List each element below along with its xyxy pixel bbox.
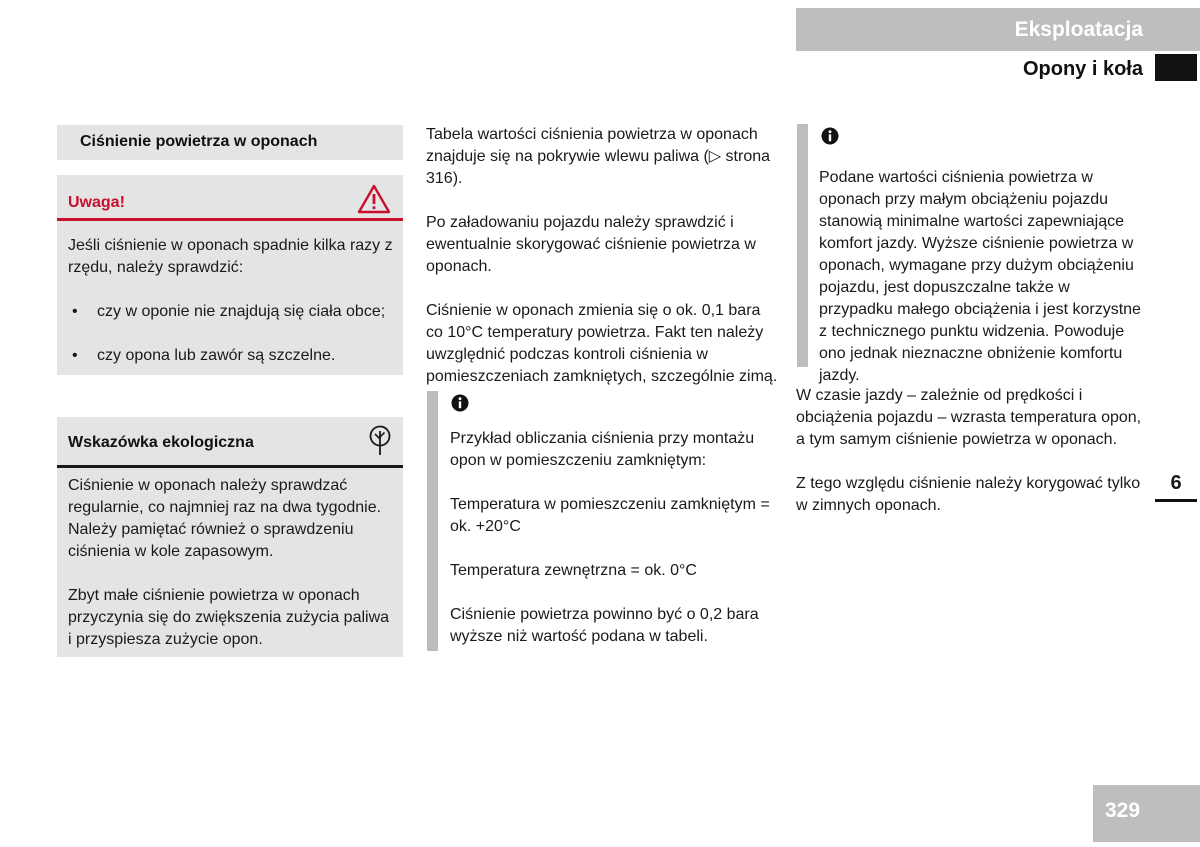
info-paragraph: Temperatura zewnętrzna = ok. 0°C (450, 562, 697, 579)
eco-tip-body (68, 475, 396, 673)
chapter-title: Eksploatacja (1014, 17, 1143, 41)
list-item: • czy opona lub zawór są szczelne. (68, 345, 396, 367)
info-paragraph: Ciśnienie powietrza powinno być o 0,2 bara wyższe niż wartość podana w tabeli. (450, 606, 759, 645)
chapter-header (796, 8, 1200, 51)
warning-bullet-list (68, 301, 396, 367)
info-body: Podane wartości ciśnienia powietrza w oponach przy małym obciążeniu pojazdu stanowią minimalne wartości zapewniające komfort jazdy. Wyższe ciśnienie powietrza w oponach, wymagane przy dużym obciążeniu pojazdu, jest dopuszczalne także w przypadku małego obciążenia i jest korzystne z technicznego punktu widzenia. Powoduje ono jednak nieznaczne obniżenie komfortu jazdy. (819, 169, 1141, 384)
info-paragraph: Przykład obliczania ciśnienia przy montażu opon w pomieszczeniu zamkniętym: (450, 430, 755, 469)
eco-tip-box (57, 417, 403, 657)
eco-paragraph: Zbyt małe ciśnienie powietrza w oponach przyczynia się do zwiększenia zużycia paliwa i przyspiesza zużycie opon. (68, 587, 390, 648)
paragraph: Ciśnienie w oponach zmienia się o ok. 0,1 bara co 10°C temperatury powietrza. Fakt ten należy uwzględnić podczas kontroli ciśnienia w pomieszczeniach zamkniętych, szczególnie zimą. (426, 302, 778, 385)
info-note-comfort (797, 124, 1147, 384)
eco-paragraph: Ciśnienie w oponach należy sprawdzać regularnie, co najmniej raz na dwa tygodnie. Należy pamiętać również o sprawdzeniu ciśnienia w kole zapasowym. (68, 477, 382, 560)
info-stripe (797, 124, 808, 367)
warning-body (68, 235, 396, 367)
list-item: • czy w oponie nie znajdują się ciała obce; (68, 301, 396, 323)
info-icon (451, 394, 469, 417)
paragraph: Z tego względu ciśnienie należy korygować tylko w zimnych oponach. (796, 475, 1141, 514)
eco-tip-title: Wskazówka ekologiczna (68, 434, 254, 451)
info-paragraph: Temperatura w pomieszczeniu zamkniętym = ok. +20°C (450, 496, 770, 535)
info-stripe (427, 391, 438, 651)
eco-tree-icon (368, 425, 392, 462)
info-body (450, 428, 778, 670)
page-number: 329 (1093, 785, 1200, 842)
info-icon (821, 127, 839, 150)
warning-box (57, 175, 403, 375)
info-note-calculation (427, 391, 777, 651)
warning-text: Jeśli ciśnienie w oponach spadnie kilka razy z rzędu, należy sprawdzić: (68, 237, 393, 276)
section-title: Opony i koła (1022, 58, 1143, 80)
column-2-text (426, 124, 778, 410)
chapter-number-tab: 6 (1155, 470, 1197, 502)
warning-triangle-icon (357, 184, 391, 219)
paragraph: Po załadowaniu pojazdu należy sprawdzić i ewentualnie skorygować ciśnienie powietrza w oponach. (426, 214, 756, 275)
warning-title: Uwaga! (68, 194, 125, 211)
eco-tip-header (57, 417, 403, 468)
pressure-heading: Ciśnienie powietrza w oponach (57, 125, 403, 160)
section-marker (1155, 54, 1197, 81)
paragraph: Tabela wartości ciśnienia powietrza w oponach znajduje się na pokrywie wlewu paliwa (▷ strona 316). (426, 126, 771, 187)
paragraph: W czasie jazdy – zależnie od prędkości i obciążenia pojazdu – wzrasta temperatura opon, a tym samym ciśnienie powietrza w oponach. (796, 387, 1142, 448)
warning-header (57, 175, 403, 221)
column-3-text (796, 385, 1148, 539)
